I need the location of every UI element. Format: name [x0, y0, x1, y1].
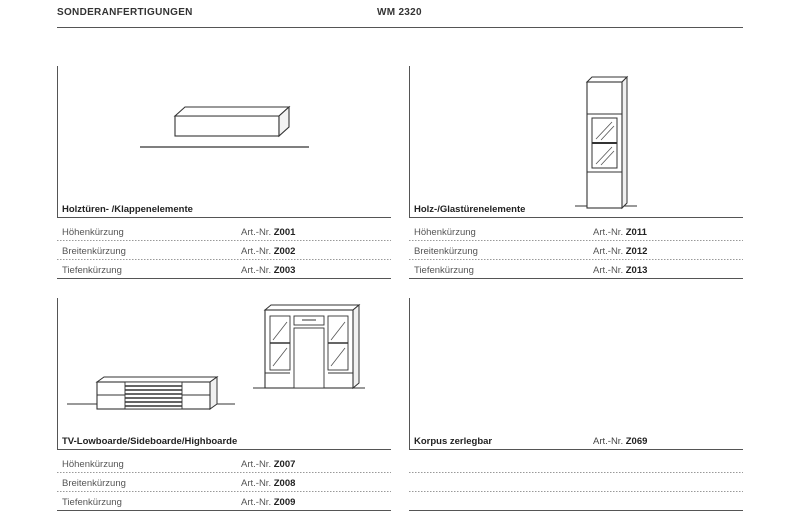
article-number: Art.-Nr. Z007: [241, 459, 296, 470]
title-rule: [409, 449, 743, 450]
row-divider: [57, 278, 391, 279]
model-number: WM 2320: [377, 7, 422, 18]
article-number: Art.-Nr. Z011: [593, 227, 647, 238]
table-row: [409, 473, 743, 492]
row-label: Breitenkürzung: [414, 246, 478, 257]
panel-holztueren: [57, 66, 391, 282]
vitrine-drawing: [409, 66, 743, 216]
panel-lowboarde: [57, 298, 391, 514]
lowboard-highboard-drawing: [57, 298, 391, 448]
table-row: [409, 222, 743, 241]
article-number: Art.-Nr. Z008: [241, 478, 296, 489]
row-divider: [409, 278, 743, 279]
table-row: [57, 222, 391, 241]
article-number: Art.-Nr. Z003: [241, 265, 296, 276]
row-label: Tiefenkürzung: [414, 265, 474, 276]
table-row: [57, 454, 391, 473]
row-divider: [409, 510, 743, 511]
panel-title: Korpus zerlegbar: [414, 436, 493, 447]
table-row: [409, 260, 743, 279]
row-label: Höhenkürzung: [62, 459, 124, 470]
article-number: Art.-Nr. Z069: [593, 436, 648, 447]
title-rule: [57, 217, 391, 218]
panel-korpus: [409, 298, 743, 514]
wall-shelf-drawing: [57, 66, 391, 216]
row-label: Breitenkürzung: [62, 246, 126, 257]
panel-glastueren: [409, 66, 743, 282]
row-label: Breitenkürzung: [62, 478, 126, 489]
article-number: Art.-Nr. Z012: [593, 246, 648, 257]
row-label: Höhenkürzung: [62, 227, 124, 238]
table-row: [409, 492, 743, 511]
table-row: [409, 241, 743, 260]
title-rule: [57, 449, 391, 450]
table-row: [57, 241, 391, 260]
article-number: Art.-Nr. Z001: [241, 227, 296, 238]
article-number: Art.-Nr. Z009: [241, 497, 296, 508]
table-row: [57, 260, 391, 279]
header-divider: [57, 27, 743, 28]
article-number: Art.-Nr. Z002: [241, 246, 296, 257]
panel-border: [409, 298, 410, 450]
panel-title: Holztüren- /Klappenelemente: [62, 204, 193, 215]
panel-title: Holz-/Glastürenelemente: [414, 204, 526, 215]
table-row: [409, 454, 743, 473]
table-row: [57, 492, 391, 511]
article-number: Art.-Nr. Z013: [593, 265, 648, 276]
row-label: Tiefenkürzung: [62, 265, 122, 276]
title-rule: [409, 217, 743, 218]
row-divider: [57, 510, 391, 511]
table-row: [57, 473, 391, 492]
row-label: Höhenkürzung: [414, 227, 476, 238]
row-label: Tiefenkürzung: [62, 497, 122, 508]
document-title: SONDERANFERTIGUNGEN: [57, 7, 193, 18]
panel-title: TV-Lowboarde/Sideboarde/Highboarde: [62, 436, 238, 447]
